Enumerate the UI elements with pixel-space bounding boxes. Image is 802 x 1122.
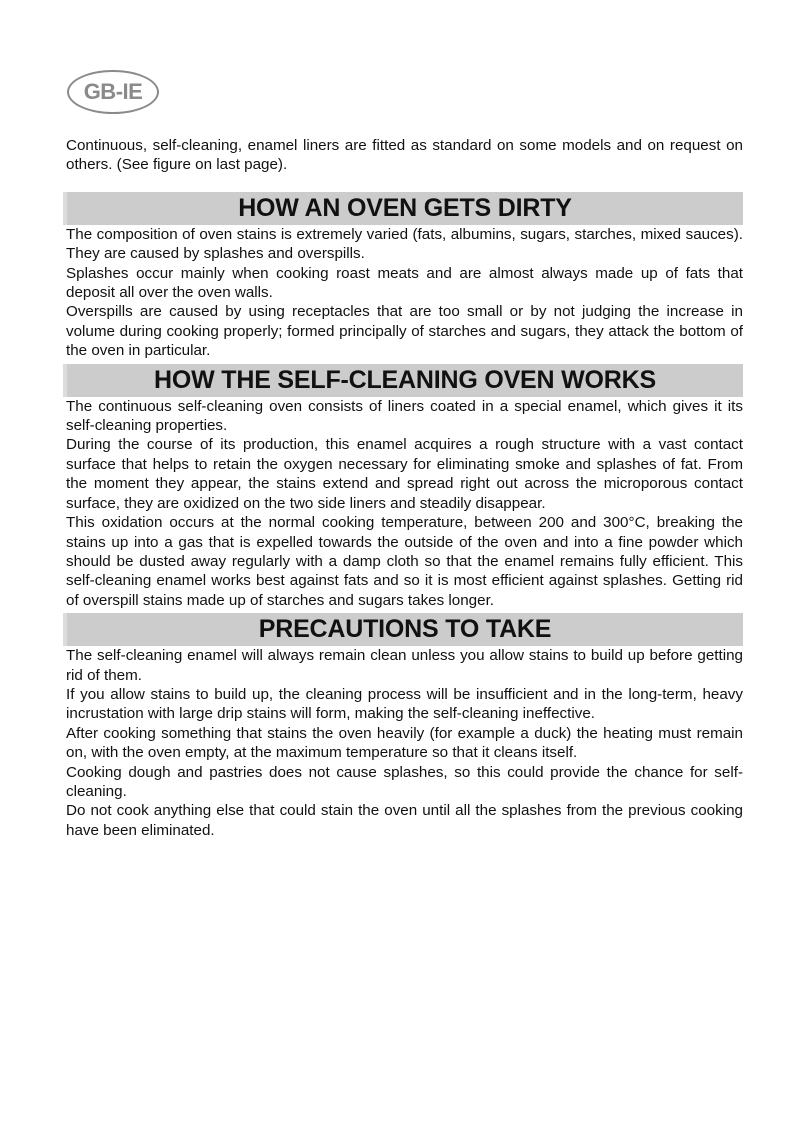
paragraph: If you allow stains to build up, the cleaning process will be insufficient and in the long-term, heavy incrustation with large drip stains will form, making the self-cleaning ineffective. <box>66 685 743 723</box>
paragraph: Cooking dough and pastries does not cause splashes, so this could provide the chance for self-cleaning. <box>66 763 743 800</box>
section-how-oven-gets-dirty <box>66 192 743 361</box>
intro-paragraph: Continuous, self-cleaning, enamel liners are fitted as standard on some models and on request on others. (See figure on last page). <box>66 137 743 174</box>
section-how-self-cleaning-works <box>66 364 743 610</box>
paragraph: The continuous self-cleaning oven consists of liners coated in a special enamel, which gives it its self-cleaning properties. <box>66 397 743 435</box>
paragraph: During the course of its production, this enamel acquires a rough structure with a vast contact surface that helps to retain the oxygen necessary for eliminating smoke and splashes of fat. From the moment they appear, the stains extend and spread right out across the microporous contact surface, they are oxidized on the two side liners and steadily disappear. <box>66 436 743 512</box>
section-heading <box>63 364 743 397</box>
section-title: HOW THE SELF-CLEANING OVEN WORKS <box>154 365 656 394</box>
paragraph: Do not cook anything else that could stain the oven until all the splashes from the previous cooking have been eliminated. <box>66 802 743 839</box>
region-badge-label: GB-IE <box>83 79 143 104</box>
paragraph: The self-cleaning enamel will always remain clean unless you allow stains to build up before getting rid of them. <box>66 647 743 684</box>
section-precautions <box>66 613 743 840</box>
document-body <box>66 136 743 840</box>
paragraph: This oxidation occurs at the normal cooking temperature, between 200 and 300°C, breaking the stains up into a gas that is expelled towards the outside of the oven and into a fine powder which should be dusted away regularly with a damp cloth so that the enamel remains fully efficient. This self-cleaning enamel works best against fats and so it is most efficient against splashes. Getting rid of overspill stains made up of starches and sugars takes longer. <box>66 514 743 609</box>
paragraph: Overspills are caused by using receptacles that are too small or by not judging the increase in volume during cooking properly; formed principally of starches and sugars, they attack the bottom of the oven in particular. <box>66 303 743 360</box>
section-heading <box>63 192 743 225</box>
section-title: PRECAUTIONS TO TAKE <box>258 615 552 644</box>
paragraph: Splashes occur mainly when cooking roast meats and are almost always made up of fats that deposit all over the oven walls. <box>66 264 743 302</box>
section-title: HOW AN OVEN GETS DIRTY <box>238 193 572 222</box>
paragraph: After cooking something that stains the oven heavily (for example a duck) the heating must remain on, with the oven empty, at the maximum temperature so that it cleans itself. <box>66 724 743 762</box>
paragraph: The composition of oven stains is extremely varied (fats, albumins, sugars, starches, mixed sauces). They are caused by splashes and overspills. <box>66 225 743 263</box>
region-badge <box>67 70 159 114</box>
section-heading <box>63 613 743 646</box>
